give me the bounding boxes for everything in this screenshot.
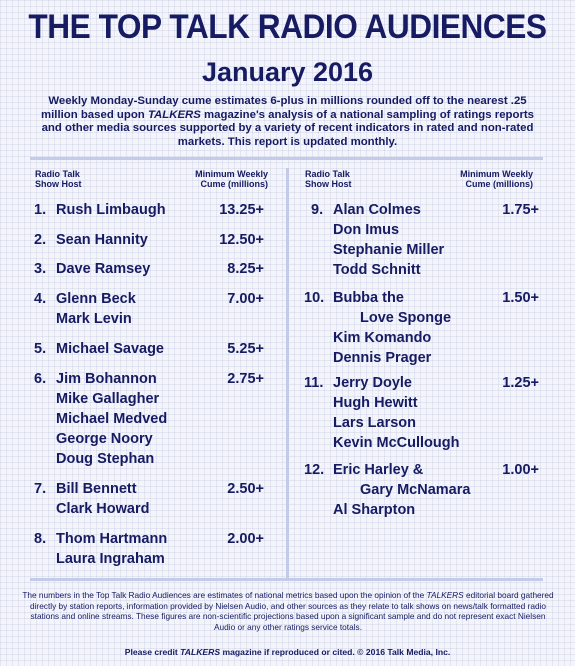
host-name: Todd Schnitt <box>333 262 421 278</box>
credit-text-1: Please credit <box>124 647 181 657</box>
ranking-hosts <box>56 529 167 569</box>
ranking-hosts <box>333 288 451 368</box>
cume-header-line2: Cume (millions) <box>200 179 268 189</box>
host-name: Sean Hannity <box>56 232 148 248</box>
bottom-divider <box>30 578 543 581</box>
footer-magazine-name: TALKERS <box>426 590 464 600</box>
cume-header-line1: Minimum Weekly <box>195 169 268 179</box>
host-name: Bubba the <box>333 290 404 306</box>
description-magazine-name: TALKERS <box>147 108 201 121</box>
footer-text-2: editorial board gathered directly by station reports, information provided by Nielsen Audio, and other sources as they relate to talk shows on news/talk formatted radio stations and online streams. These figures are non-scientific projections based upon a significant sample and do not represent exact Nielsen Audio or any other ratings service totals. <box>29 590 554 632</box>
rank-number: 7. <box>34 481 47 497</box>
credit-line <box>0 647 575 657</box>
cume-value: 7.00+ <box>227 291 264 307</box>
host-name: Eric Harley & <box>333 462 424 478</box>
host-name: Alan Colmes <box>333 202 421 218</box>
ranking-hosts <box>333 373 459 453</box>
disclaimer-footer <box>22 590 554 632</box>
cume-value: 1.00+ <box>502 462 539 478</box>
cume-value: 2.75+ <box>227 371 264 387</box>
host-name: Dennis Prager <box>333 350 432 366</box>
host-name: Rush Limbaugh <box>56 202 166 218</box>
right-cume-header <box>435 169 533 189</box>
ranking-hosts <box>56 259 150 279</box>
host-name: Bill Bennett <box>56 481 137 497</box>
host-name: Michael Savage <box>56 341 164 357</box>
rank-number: 12. <box>304 462 325 478</box>
left-host-header <box>35 169 82 189</box>
ranking-hosts <box>56 479 149 519</box>
host-name: Thom Hartmann <box>56 531 168 547</box>
rank-number: 2. <box>34 232 47 248</box>
cume-value: 13.25+ <box>219 202 264 218</box>
rank-number: 3. <box>34 261 47 277</box>
host-name: Hugh Hewitt <box>333 395 418 411</box>
host-header-line1: Radio Talk <box>35 169 80 179</box>
host-name: Mark Levin <box>56 311 132 327</box>
description-text-1: Weekly Monday-Sunday cume estimates 6-plus in millions rounded off to the nearest .25 million based upon <box>40 95 527 121</box>
host-name: George Noory <box>56 431 153 447</box>
right-host-header <box>305 169 352 189</box>
host-name: Kim Komando <box>333 330 432 346</box>
rank-number: 6. <box>34 371 47 387</box>
host-name: Lars Larson <box>333 415 416 431</box>
rank-number: 9. <box>311 202 324 218</box>
top-divider <box>30 157 543 160</box>
host-name: Dave Ramsey <box>56 261 151 277</box>
rank-number: 5. <box>34 341 47 357</box>
rank-number: 4. <box>34 291 47 307</box>
ranking-hosts <box>56 289 136 329</box>
host-header-line2: Show Host <box>35 179 82 189</box>
ranking-hosts <box>56 339 164 359</box>
page-title: THE TOP TALK RADIO AUDIENCES <box>28 8 547 46</box>
cume-value: 2.50+ <box>227 481 264 497</box>
host-name: Laura Ingraham <box>56 551 165 567</box>
rank-number: 1. <box>34 202 47 218</box>
host-name: Glenn Beck <box>56 291 136 307</box>
host-name: Don Imus <box>333 222 400 238</box>
cume-value: 1.50+ <box>502 290 539 306</box>
description-text-2: magazine's analysis of a national sampling of ratings reports and other media sources supported by a variety of recent indicators in rated and non-rated markets. This report is updated monthly. <box>41 108 535 148</box>
cume-header-line2: Cume (millions) <box>465 179 533 189</box>
host-name: Gary McNamara <box>360 482 471 498</box>
host-header-line1: Radio Talk <box>305 169 350 179</box>
cume-value: 5.25+ <box>227 341 264 357</box>
host-name: Kevin McCullough <box>333 435 460 451</box>
rank-number: 11. <box>304 375 324 391</box>
credit-text-2: magazine if reproduced or cited. © 2016 Talk Media, Inc. <box>220 647 451 657</box>
left-cume-header <box>170 169 268 189</box>
cume-value: 12.50+ <box>219 232 264 248</box>
credit-magazine-name: TALKERS <box>180 647 221 657</box>
host-name: Al Sharpton <box>333 502 416 518</box>
ranking-hosts <box>56 230 148 250</box>
host-name: Love Sponge <box>360 310 452 326</box>
host-name: Jerry Doyle <box>333 375 412 391</box>
cume-value: 1.75+ <box>502 202 539 218</box>
host-header-line2: Show Host <box>305 179 352 189</box>
cume-value: 1.25+ <box>502 375 539 391</box>
footer-text-1: The numbers in the Top Talk Radio Audiences are estimates of national metrics based upon the opinion of the <box>22 590 427 600</box>
host-name: Mike Gallagher <box>56 391 160 407</box>
ranking-hosts <box>333 200 444 280</box>
ranking-hosts <box>333 460 470 520</box>
cume-header-line1: Minimum Weekly <box>460 169 533 179</box>
ranking-hosts <box>56 369 167 469</box>
host-name: Stephanie Miller <box>333 242 445 258</box>
cume-value: 2.00+ <box>227 531 264 547</box>
host-name: Clark Howard <box>56 501 150 517</box>
rank-number: 8. <box>34 531 47 547</box>
page-subtitle: January 2016 <box>201 57 374 87</box>
ranking-hosts <box>56 200 166 220</box>
host-name: Jim Bohannon <box>56 371 157 387</box>
host-name: Doug Stephan <box>56 451 155 467</box>
cume-value: 8.25+ <box>227 261 264 277</box>
column-divider <box>286 168 289 578</box>
rank-number: 10. <box>304 290 325 306</box>
host-name: Michael Medved <box>56 411 168 427</box>
report-description <box>30 95 545 149</box>
